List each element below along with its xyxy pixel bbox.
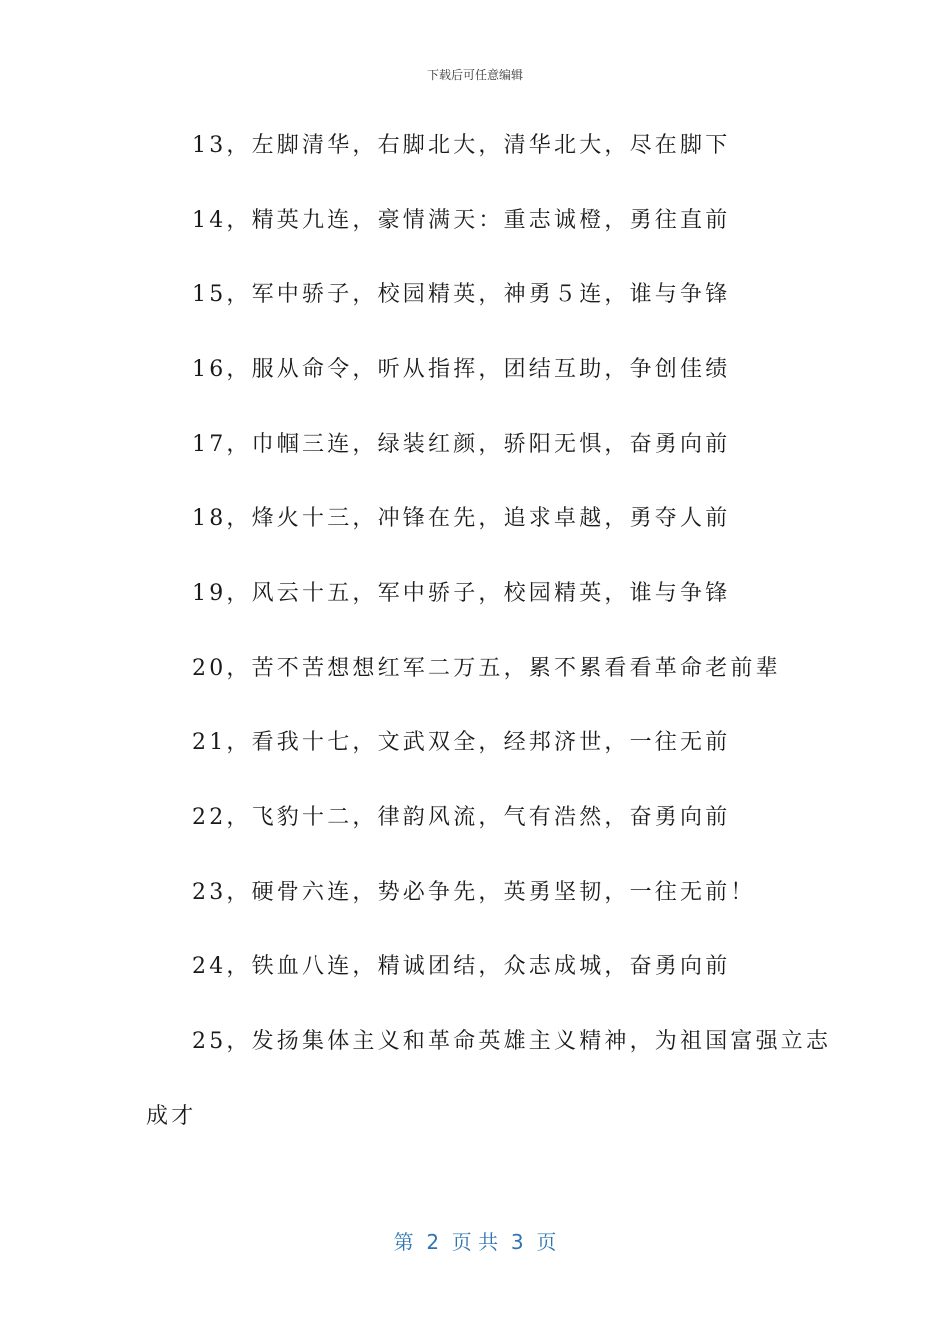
- slogan-line-23: 23，硬骨六连，势必争先，英勇坚韧，一往无前！: [192, 880, 756, 905]
- slogan-line-17: 17，巾帼三连，绿装红颜，骄阳无惧，奋勇向前: [192, 432, 731, 457]
- slogan-line-16: 16，服从命令，听从指挥，团结互助，争创佳绩: [192, 357, 731, 382]
- slogan-line-19: 19，风云十五，军中骄子，校园精英，谁与争锋: [192, 581, 731, 606]
- slogan-line-15: 15，军中骄子，校园精英，神勇５连，谁与争锋: [192, 282, 731, 307]
- slogan-line-13: 13，左脚清华，右脚北大，清华北大，尽在脚下: [192, 133, 731, 158]
- slogan-line-21: 21，看我十七，文武双全，经邦济世，一往无前: [192, 730, 731, 755]
- page-header: 下载后可任意编辑: [426, 68, 523, 82]
- slogan-line-25-continuation: 成才: [146, 1104, 197, 1129]
- page-footer: 第 2 页 共 3 页: [393, 1230, 557, 1254]
- slogan-line-14: 14，精英九连，豪情满天：重志诚橙，勇往直前: [192, 208, 731, 233]
- slogan-line-18: 18，烽火十三，冲锋在先，追求卓越，勇夺人前: [192, 506, 731, 531]
- slogan-line-25: 25，发扬集体主义和革命英雄主义精神，为祖国富强立志: [192, 1029, 832, 1054]
- slogan-line-24: 24，铁血八连，精诚团结，众志成城，奋勇向前: [192, 954, 731, 979]
- slogan-line-20: 20，苦不苦想想红军二万五，累不累看看革命老前辈: [192, 656, 781, 681]
- slogan-line-22: 22，飞豹十二，律韵风流，气有浩然，奋勇向前: [192, 805, 731, 830]
